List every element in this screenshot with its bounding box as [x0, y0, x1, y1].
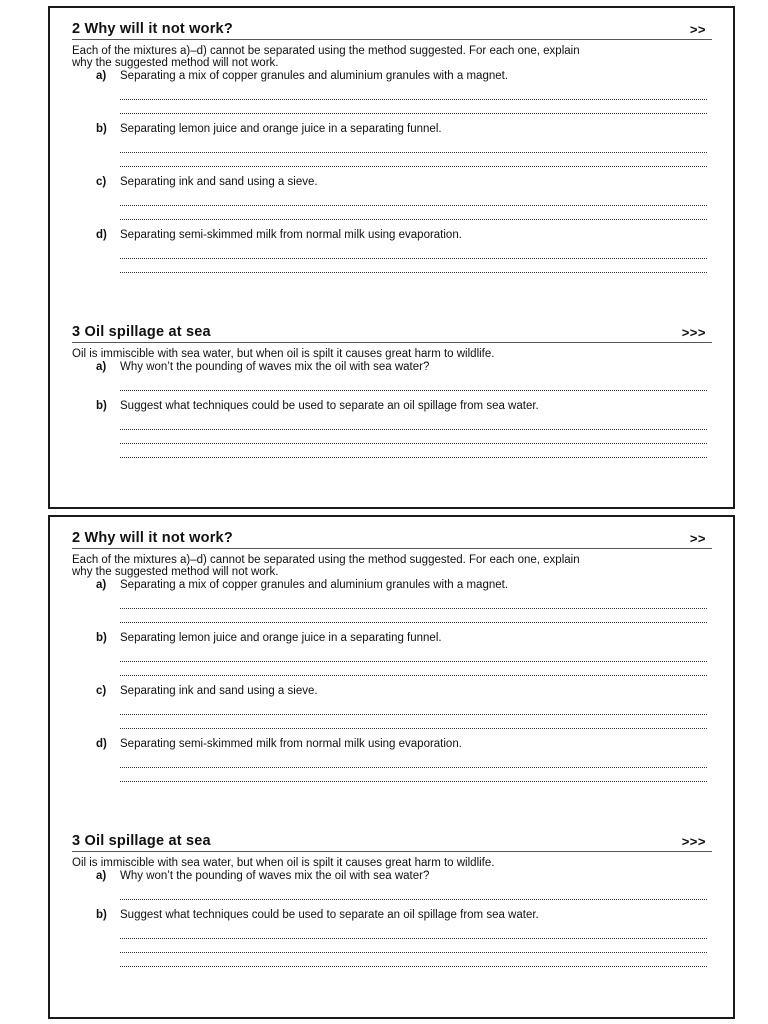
question-letter: c): [96, 685, 107, 697]
difficulty-indicator: >>: [689, 531, 706, 546]
question-letter: a): [96, 70, 107, 82]
answer-line[interactable]: [120, 728, 707, 729]
question-text: Separating lemon juice and orange juice in a separating funnel.: [120, 632, 442, 644]
intro-line: why the suggested method will not work.: [72, 566, 279, 578]
question-c: [72, 176, 712, 220]
answer-line[interactable]: [120, 152, 707, 153]
answer-line[interactable]: [120, 608, 707, 609]
intro-line: Each of the mixtures a)–d) cannot be separated using the method suggested. For each one, explain: [72, 554, 580, 566]
section-oil-spillage: [72, 324, 712, 467]
question-text: Separating a mix of copper granules and aluminium granules with a magnet.: [120, 579, 509, 591]
answer-line[interactable]: [120, 966, 707, 967]
answer-line[interactable]: [120, 113, 707, 114]
worksheet-card-top: [48, 6, 735, 509]
section-intro: [72, 857, 712, 869]
question-list: [72, 870, 712, 967]
answer-line[interactable]: [120, 429, 707, 430]
answer-line[interactable]: [120, 205, 707, 206]
question-b: [72, 123, 712, 167]
difficulty-indicator: >>>: [681, 325, 706, 340]
question-text: Separating semi-skimmed milk from normal milk using evaporation.: [120, 229, 462, 241]
answer-line[interactable]: [120, 272, 707, 273]
question-letter: d): [96, 229, 107, 241]
question-letter: b): [96, 632, 107, 644]
answer-line[interactable]: [120, 390, 707, 391]
difficulty-indicator: >>: [689, 22, 706, 37]
section-title: 3 Oil spillage at sea: [72, 833, 211, 849]
section-header: [72, 833, 712, 852]
section-intro: [72, 45, 712, 69]
question-text: Why won’t the pounding of waves mix the oil with sea water?: [120, 870, 430, 882]
answer-line[interactable]: [120, 675, 707, 676]
answer-line[interactable]: [120, 767, 707, 768]
question-letter: b): [96, 123, 107, 135]
question-list: [72, 579, 712, 782]
question-d: [72, 738, 712, 782]
question-text: Separating ink and sand using a sieve.: [120, 176, 318, 188]
section-title: 3 Oil spillage at sea: [72, 324, 211, 340]
question-letter: d): [96, 738, 107, 750]
answer-line[interactable]: [120, 166, 707, 167]
question-a: [72, 70, 712, 114]
question-text: Suggest what techniques could be used to separate an oil spillage from sea water.: [120, 909, 539, 921]
question-letter: b): [96, 400, 107, 412]
question-b: [72, 400, 712, 458]
section-header: [72, 324, 712, 343]
question-letter: a): [96, 579, 107, 591]
section-oil-spillage: [72, 833, 712, 976]
question-list: [72, 361, 712, 458]
answer-line[interactable]: [120, 99, 707, 100]
worksheet-card-bottom: [48, 515, 735, 1019]
intro-line: Oil is immiscible with sea water, but when oil is spilt it causes great harm to wildlife.: [72, 857, 495, 869]
answer-line[interactable]: [120, 622, 707, 623]
section-title: 2 Why will it not work?: [72, 21, 233, 37]
question-a: [72, 361, 712, 391]
section-header: [72, 530, 712, 549]
answer-line[interactable]: [120, 781, 707, 782]
question-text: Separating semi-skimmed milk from normal milk using evaporation.: [120, 738, 462, 750]
section-intro: [72, 554, 712, 578]
section-title: 2 Why will it not work?: [72, 530, 233, 546]
question-letter: c): [96, 176, 107, 188]
intro-line: Each of the mixtures a)–d) cannot be separated using the method suggested. For each one, explain: [72, 45, 580, 57]
answer-line[interactable]: [120, 714, 707, 715]
question-letter: b): [96, 909, 107, 921]
question-letter: a): [96, 361, 107, 373]
answer-line[interactable]: [120, 899, 707, 900]
section-why-will-it-not-work: [72, 530, 712, 791]
question-text: Suggest what techniques could be used to separate an oil spillage from sea water.: [120, 400, 539, 412]
intro-line: Oil is immiscible with sea water, but when oil is spilt it causes great harm to wildlife.: [72, 348, 495, 360]
question-d: [72, 229, 712, 273]
question-c: [72, 685, 712, 729]
question-letter: a): [96, 870, 107, 882]
answer-line[interactable]: [120, 457, 707, 458]
question-text: Why won’t the pounding of waves mix the oil with sea water?: [120, 361, 430, 373]
intro-line: why the suggested method will not work.: [72, 57, 279, 69]
question-text: Separating a mix of copper granules and aluminium granules with a magnet.: [120, 70, 509, 82]
section-header: [72, 21, 712, 40]
question-a: [72, 579, 712, 623]
question-text: Separating ink and sand using a sieve.: [120, 685, 318, 697]
question-b: [72, 909, 712, 967]
answer-line[interactable]: [120, 219, 707, 220]
answer-line[interactable]: [120, 661, 707, 662]
section-why-will-it-not-work: [72, 21, 712, 282]
answer-line[interactable]: [120, 443, 707, 444]
section-intro: [72, 348, 712, 360]
answer-line[interactable]: [120, 258, 707, 259]
question-text: Separating lemon juice and orange juice in a separating funnel.: [120, 123, 442, 135]
question-a: [72, 870, 712, 900]
answer-line[interactable]: [120, 952, 707, 953]
question-b: [72, 632, 712, 676]
difficulty-indicator: >>>: [681, 834, 706, 849]
question-list: [72, 70, 712, 273]
answer-line[interactable]: [120, 938, 707, 939]
